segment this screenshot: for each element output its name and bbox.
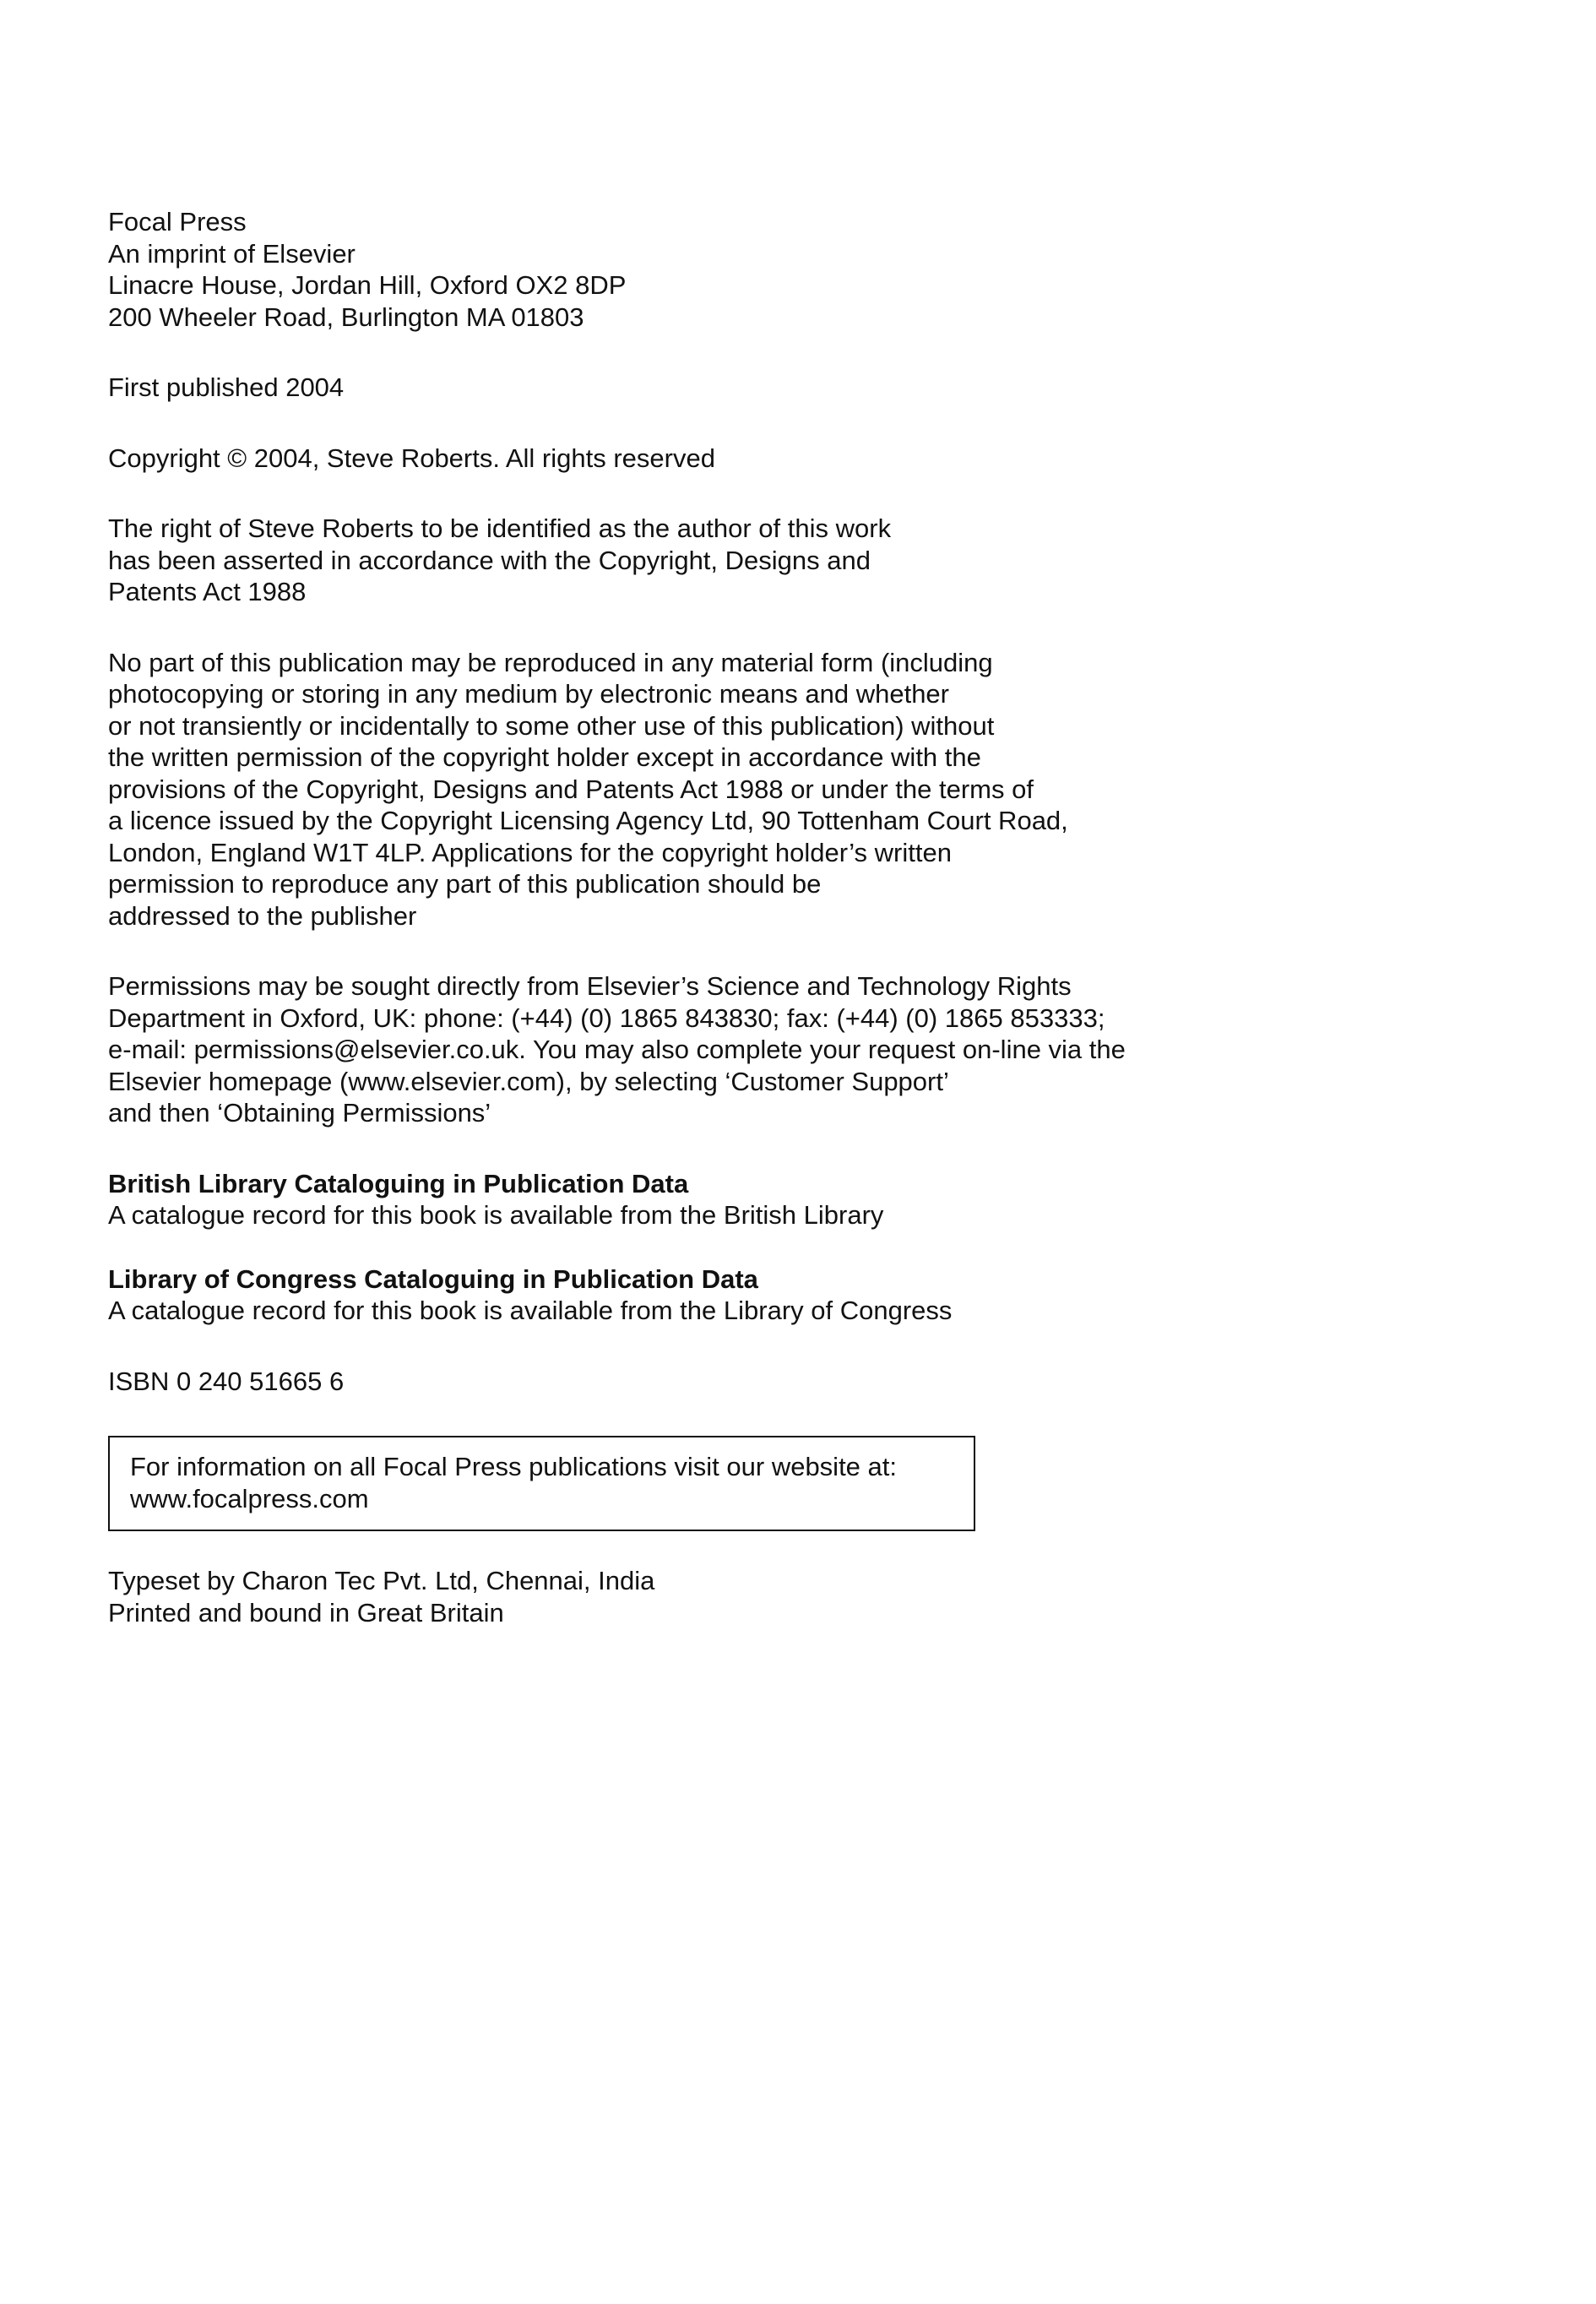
website-info-box <box>108 1436 975 1531</box>
library-of-congress-text: A catalogue record for this book is available from the Library of Congress <box>108 1296 953 1325</box>
permissions-line: Elsevier homepage (www.elsevier.com), by selecting ‘Customer Support’ <box>108 1066 949 1096</box>
permissions-line: Permissions may be sought directly from Elsevier’s Science and Technology Rights <box>108 971 1072 1001</box>
moral-rights-line: The right of Steve Roberts to be identified as the author of this work <box>108 514 892 543</box>
reproduction-notice-line: a licence issued by the Copyright Licensing Agency Ltd, 90 Tottenham Court Road, <box>108 806 1068 835</box>
permissions-line: and then ‘Obtaining Permissions’ <box>108 1098 491 1128</box>
publisher-imprint: An imprint of Elsevier <box>108 238 356 269</box>
publisher-address-us: 200 Wheeler Road, Burlington MA 01803 <box>108 302 584 332</box>
first-published-text: First published 2004 <box>108 372 345 402</box>
production-block <box>108 1565 1290 1628</box>
reproduction-notice-line: or not transiently or incidentally to some other use of this publication) without <box>108 710 995 741</box>
reproduction-notice-line: provisions of the Copyright, Designs and Patents Act 1988 or under the terms of <box>108 774 1034 804</box>
copyright-content <box>108 206 1290 1667</box>
permissions-line: e-mail: permissions@elsevier.co.uk. You may also complete your request on-line via the <box>108 1035 1126 1064</box>
isbn-block <box>108 1366 1290 1398</box>
website-url: www.focalpress.com <box>130 1483 369 1513</box>
reproduction-notice-line: the written permission of the copyright holder except in accordance with the <box>108 742 981 772</box>
website-info-text: For information on all Focal Press publications visit our website at: <box>130 1452 898 1481</box>
permissions-block <box>108 970 1290 1129</box>
moral-rights-line: Patents Act 1988 <box>108 577 307 606</box>
permissions-line: Department in Oxford, UK: phone: (+44) (0) 1865 843830; fax: (+44) (0) 1865 853333; <box>108 1003 1105 1033</box>
isbn-text: ISBN 0 240 51665 6 <box>108 1366 345 1396</box>
library-of-congress-heading: Library of Congress Cataloguing in Publication Data <box>108 1263 758 1294</box>
reproduction-notice-line: permission to reproduce any part of this publication should be <box>108 869 822 899</box>
reproduction-notice-block <box>108 647 1290 932</box>
publisher-address-block <box>108 206 1290 333</box>
british-library-text: A catalogue record for this book is available from the British Library <box>108 1200 884 1230</box>
copyright-block <box>108 443 1290 475</box>
moral-rights-block <box>108 513 1290 608</box>
publisher-name: Focal Press <box>108 207 247 236</box>
moral-rights-line: has been asserted in accordance with the Copyright, Designs and <box>108 545 871 575</box>
copyright-text: Copyright © 2004, Steve Roberts. All rights reserved <box>108 443 715 473</box>
first-published-block <box>108 372 1290 404</box>
publisher-address-uk: Linacre House, Jordan Hill, Oxford OX2 8DP <box>108 270 627 300</box>
printed-text: Printed and bound in Great Britain <box>108 1597 504 1627</box>
typeset-text: Typeset by Charon Tec Pvt. Ltd, Chennai, India <box>108 1566 655 1595</box>
british-library-block <box>108 1168 1290 1231</box>
reproduction-notice-line: London, England W1T 4LP. Applications for the copyright holder’s written <box>108 837 952 867</box>
library-of-congress-block <box>108 1263 1290 1327</box>
reproduction-notice-line: addressed to the publisher <box>108 900 417 931</box>
british-library-heading: British Library Cataloguing in Publication Data <box>108 1168 689 1198</box>
reproduction-notice-line: photocopying or storing in any medium by electronic means and whether <box>108 679 949 709</box>
reproduction-notice-line: No part of this publication may be reproduced in any material form (including <box>108 647 993 677</box>
